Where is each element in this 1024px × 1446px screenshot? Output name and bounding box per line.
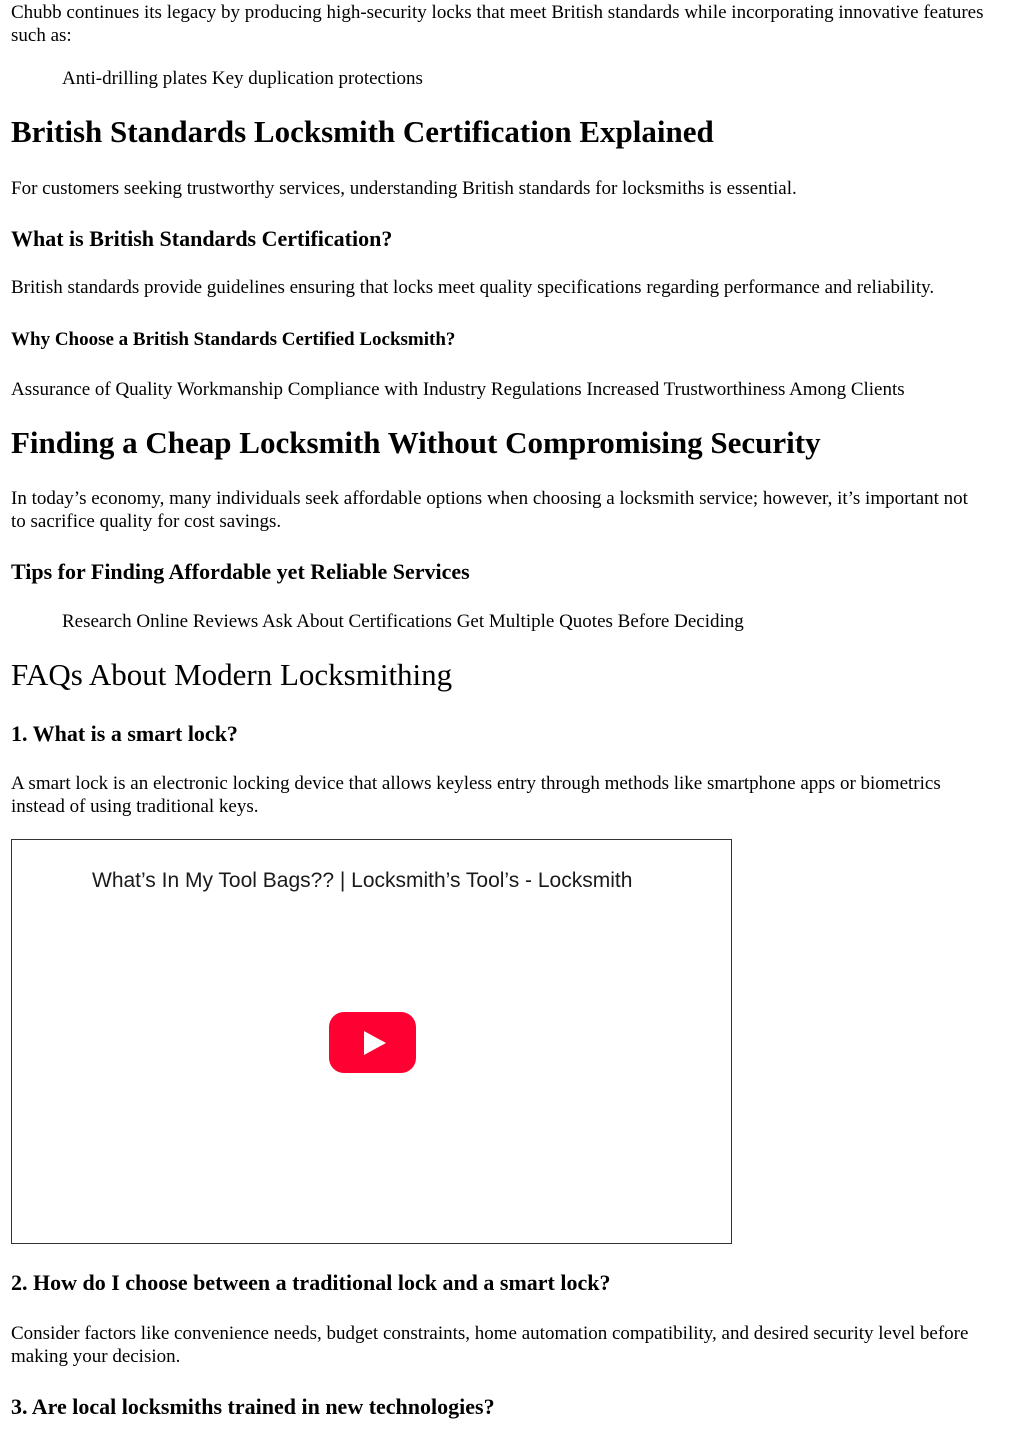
faq-answer-2: Consider factors like convenience needs, budget constraints, home automation compatibility, and desired security level before making your decision. — [11, 1323, 969, 1367]
faq-answer-1: A smart lock is an electronic locking device that allows keyless entry through methods like smartphone apps or biometrics instead of using traditional keys. — [11, 773, 941, 817]
intro-paragraph: Chubb continues its legacy by producing high-security locks that meet British standards while incorporating innovative features such as: — [11, 2, 984, 46]
play-icon — [364, 1031, 386, 1055]
tips-list: Research Online Reviews Ask About Certifications Get Multiple Quotes Before Deciding — [62, 611, 744, 632]
tips-heading: Tips for Finding Affordable yet Reliable Services — [11, 559, 470, 584]
faq-question-2: 2. How do I choose between a traditional lock and a smart lock? — [11, 1270, 611, 1295]
why-choose-text: Assurance of Quality Workmanship Compliance with Industry Regulations Increased Trustworthiness Among Clients — [11, 379, 905, 400]
features-list: Anti-drilling plates Key duplication protections — [62, 68, 423, 89]
faq-question-1: 1. What is a smart lock? — [11, 721, 238, 746]
play-button[interactable] — [329, 1012, 416, 1073]
embedded-video[interactable] — [11, 839, 732, 1244]
why-choose-heading: Why Choose a British Standards Certified Locksmith? — [11, 329, 456, 350]
british-standards-intro: For customers seeking trustworthy services, understanding British standards for locksmiths is essential. — [11, 178, 797, 199]
what-is-certification-heading: What is British Standards Certification? — [11, 226, 393, 251]
section-heading-cheap-locksmith: Finding a Cheap Locksmith Without Compromising Security — [11, 425, 821, 460]
section-heading-faqs: FAQs About Modern Locksmithing — [11, 657, 453, 692]
faq-question-3: 3. Are local locksmiths trained in new technologies? — [11, 1394, 495, 1419]
cheap-locksmith-intro: In today’s economy, many individuals seek affordable options when choosing a locksmith service; however, it’s important not to sacrifice quality for cost savings. — [11, 488, 968, 532]
section-heading-british-standards: British Standards Locksmith Certification Explained — [11, 114, 714, 149]
what-is-certification-text: British standards provide guidelines ensuring that locks meet quality specifications regarding performance and reliability. — [11, 277, 935, 298]
video-title[interactable]: What’s In My Tool Bags?? | Locksmith’s Tool’s - Locksmith — [92, 869, 633, 892]
